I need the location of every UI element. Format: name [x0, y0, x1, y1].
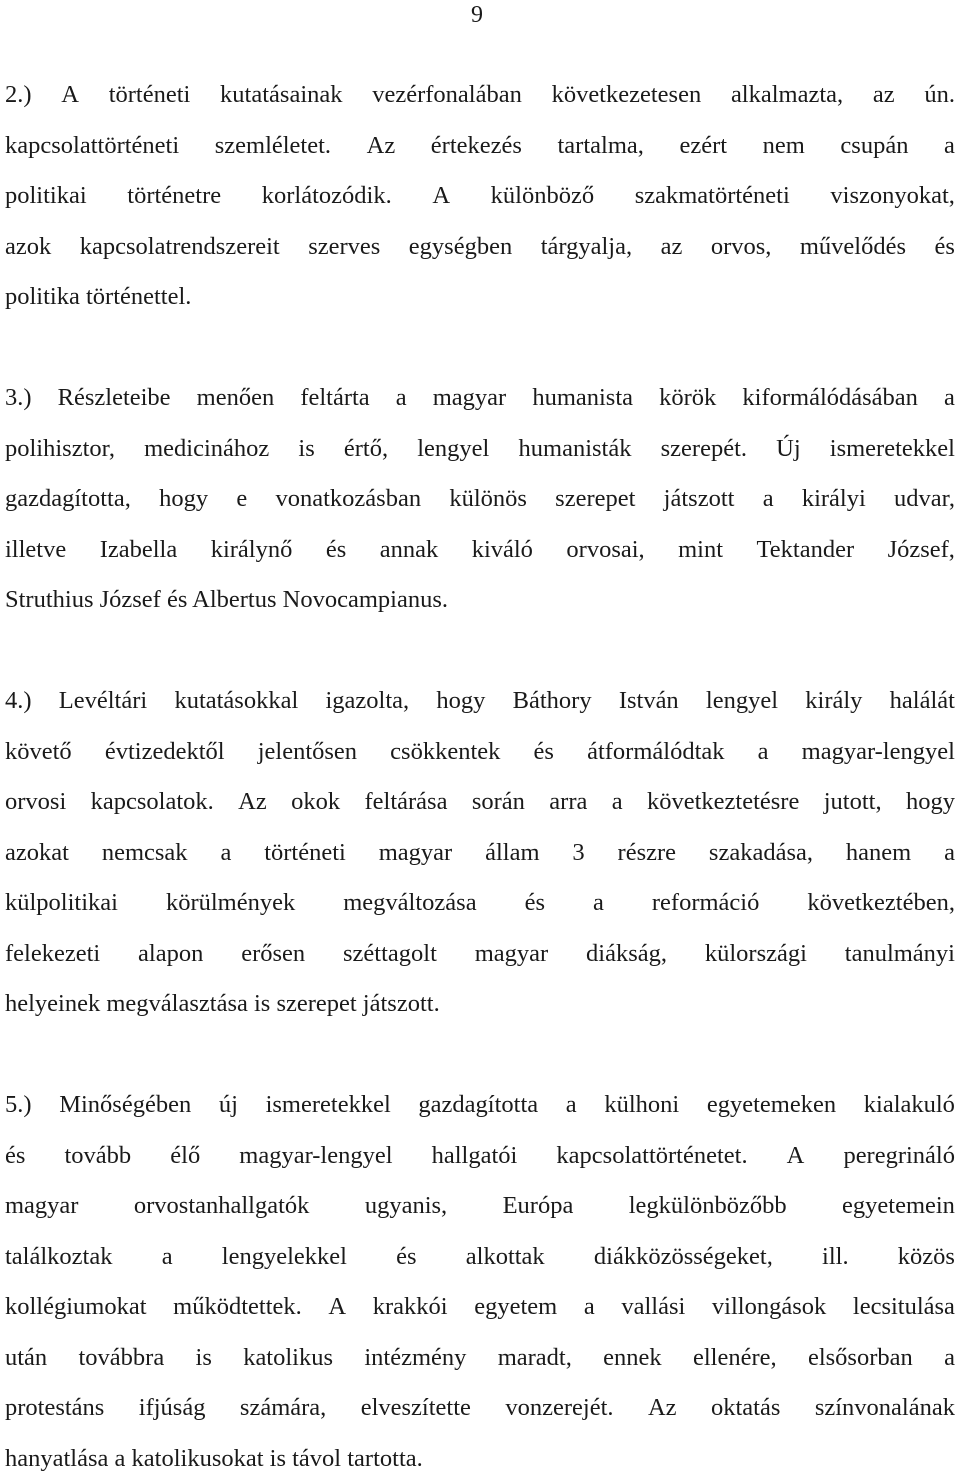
text-line: azokat nemcsak a történeti magyar állam 3 részre szakadása, hanem a: [5, 828, 955, 879]
text-line: polihisztor, medicinához is értő, lengyel humanisták szerepét. Új ismeretekkel: [5, 424, 955, 475]
text-line: helyeinek megválasztása is szerepet játszott.: [5, 979, 955, 1030]
text-line: illetve Izabella királynő és annak kiváló orvosai, mint Tektander József,: [5, 525, 955, 576]
text-line: hanyatlása a katolikusokat is távol tartotta.: [5, 1434, 955, 1484]
paragraph-2: [5, 70, 955, 323]
text-line: orvosi kapcsolatok. Az okok feltárása során arra a következtetésre jutott, hogy: [5, 777, 955, 828]
text-line: kollégiumokat működtettek. A krakkói egyetem a vallási villongások lecsitulása: [5, 1282, 955, 1333]
text-line: protestáns ifjúság számára, elveszítette vonzerejét. Az oktatás színvonalának: [5, 1383, 955, 1434]
paragraph-5: [5, 1080, 955, 1484]
text-line: és tovább élő magyar-lengyel hallgatói kapcsolattörténetet. A peregrináló: [5, 1131, 955, 1182]
text-line: 5.) Minőségében új ismeretekkel gazdagította a külhoni egyetemeken kialakuló: [5, 1080, 955, 1131]
text-line: követő évtizedektől jelentősen csökkentek és átformálódtak a magyar-lengyel: [5, 727, 955, 778]
paragraph-4: [5, 676, 955, 1030]
text-line: után továbbra is katolikus intézmény maradt, ennek ellenére, elsősorban a: [5, 1333, 955, 1384]
text-line: találkoztak a lengyelekkel és alkottak diákközösségeket, ill. közös: [5, 1232, 955, 1283]
page-number: 9: [471, 2, 483, 28]
text-line: politika történettel.: [5, 272, 955, 323]
text-line: azok kapcsolatrendszereit szerves egységben tárgyalja, az orvos, művelődés és: [5, 222, 955, 273]
text-line: felekezeti alapon erősen széttagolt magyar diákság, külországi tanulmányi: [5, 929, 955, 980]
paragraph-3: [5, 373, 955, 626]
text-line: kapcsolattörténeti szemléletet. Az értekezés tartalma, ezért nem csupán a: [5, 121, 955, 172]
text-line: Struthius József és Albertus Novocampianus.: [5, 575, 955, 626]
text-line: 3.) Részleteibe menően feltárta a magyar humanista körök kiformálódásában a: [5, 373, 955, 424]
text-line: gazdagította, hogy e vonatkozásban különös szerepet játszott a királyi udvar,: [5, 474, 955, 525]
text-line: 4.) Levéltári kutatásokkal igazolta, hogy Báthory István lengyel király halálát: [5, 676, 955, 727]
text-line: magyar orvostanhallgatók ugyanis, Európa legkülönbözőbb egyetemein: [5, 1181, 955, 1232]
text-body: [5, 70, 955, 1484]
text-line: politikai történetre korlátozódik. A különböző szakmatörténeti viszonyokat,: [5, 171, 955, 222]
text-line: külpolitikai körülmények megváltozása és a reformáció következtében,: [5, 878, 955, 929]
text-line: 2.) A történeti kutatásainak vezérfonalában következetesen alkalmazta, az ún.: [5, 70, 955, 121]
